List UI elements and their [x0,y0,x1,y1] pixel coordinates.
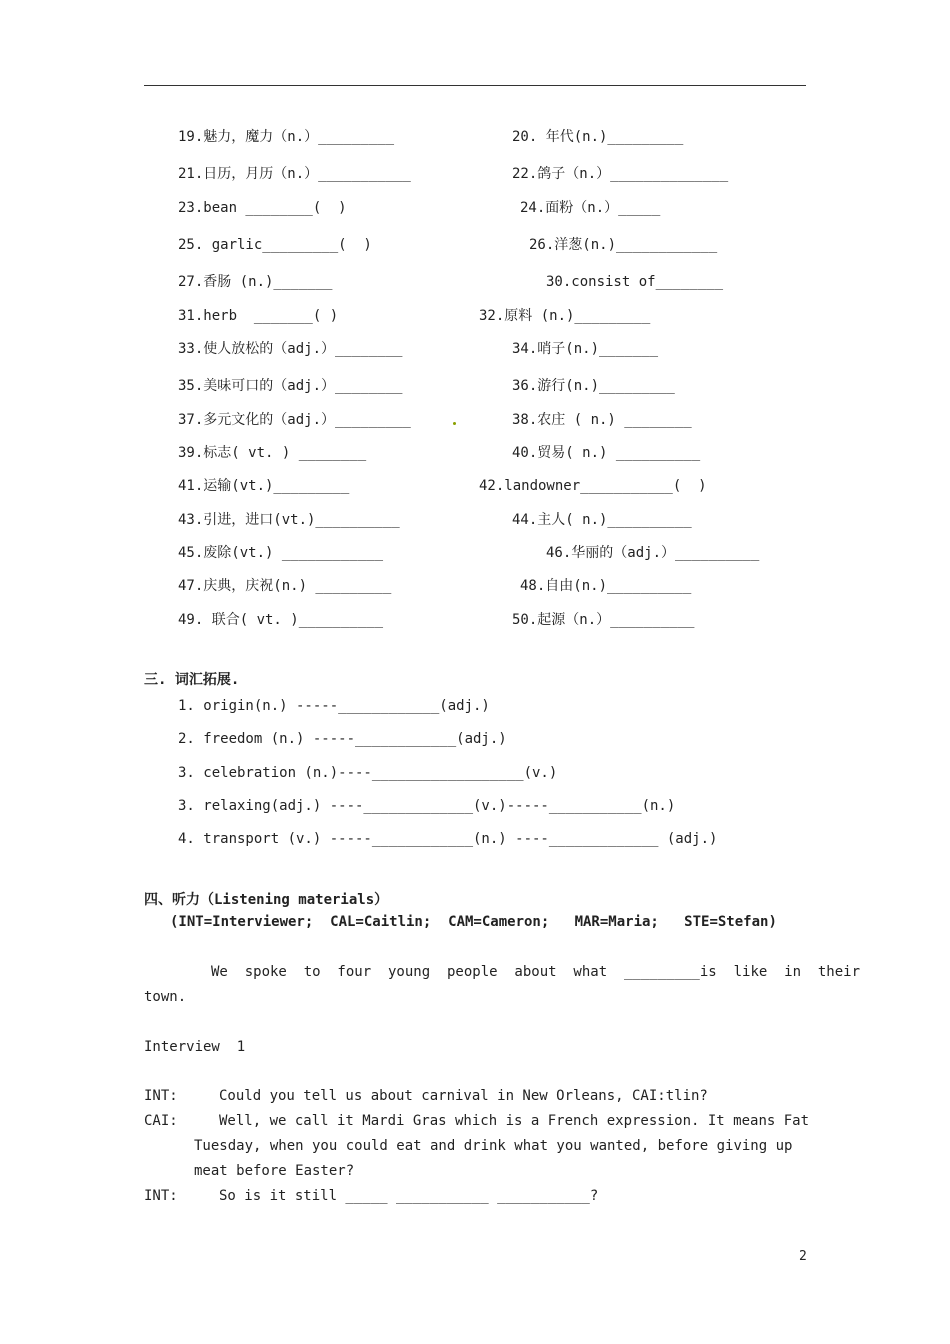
dialogue-line: Tuesday, when you could eat and drink what you wanted, before giving up [194,1138,793,1154]
vocab-item: 43.引进，进口(vt.)__________ [178,512,400,528]
vocab-item: 23.bean ________( ) [178,200,347,216]
dialogue-line: Well, we call it Mardi Gras which is a French expression. It means Fat [219,1113,810,1129]
vocab-item: 45.废除(vt.) ____________ [178,545,384,561]
vocab-item: 44.主人( n.)__________ [512,512,692,528]
vocab-item: 49. 联合( vt. )__________ [178,612,384,628]
vocab-item: 20. 年代(n.)_________ [512,129,684,145]
vocab-item: 32.原料 (n.)_________ [479,308,651,324]
intro-paragraph-line: town. [144,989,187,1005]
extension-item: 1. origin(n.) -----____________(adj.) [178,698,490,714]
speaker-label: INT: [144,1088,178,1104]
section-heading: 四、听力（Listening materials） [144,892,389,908]
speaker-legend: (INT=Interviewer; CAL=Caitlin; CAM=Cameron; MAR=Maria; STE=Stefan) [170,914,777,930]
vocab-item: 37.多元文化的（adj.）_________ [178,412,411,428]
header-rule [144,85,806,86]
dialogue-line: meat before Easter? [194,1163,355,1179]
vocab-item: 30.consist of________ [546,274,724,290]
dialogue-line: So is it still _____ ___________ ___________? [219,1188,599,1204]
vocab-item: 19.魅力，魔力（n.）_________ [178,129,395,145]
vocab-item: 42.landowner___________( ) [479,478,707,494]
vocab-item: 47.庆典，庆祝(n.) _________ [178,578,392,594]
speaker-label: INT: [144,1188,178,1204]
vocab-item: 50.起源（n.）__________ [512,612,695,628]
extension-item: 4. transport (v.) -----____________(n.) ----_____________ (adj.) [178,831,718,847]
vocab-item: 46.华丽的（adj.）__________ [546,545,760,561]
vocab-item: 40.贸易( n.) __________ [512,445,701,461]
vocab-item: 24.面粉（n.）_____ [520,200,661,216]
vocab-item: 25. garlic_________( ) [178,237,372,253]
extension-item: 3. celebration (n.)----__________________(v.) [178,765,558,781]
intro-paragraph-line: We spoke to four young people about what _________is like in their [211,964,861,980]
extension-item: 3. relaxing(adj.) ----_____________(v.)-----___________(n.) [178,798,676,814]
vocab-item: 22.鸽子（n.）______________ [512,166,729,182]
vocab-item: 26.洋葱(n.)____________ [529,237,718,253]
stray-dot [453,422,456,425]
vocab-item: 27.香肠 (n.)_______ [178,274,333,290]
vocab-item: 38.农庄 ( n.) ________ [512,412,692,428]
vocab-item: 21.日历，月历（n.）___________ [178,166,411,182]
extension-item: 2. freedom (n.) -----____________(adj.) [178,731,507,747]
vocab-item: 41.运输(vt.)_________ [178,478,350,494]
section-heading: 三. 词汇拓展. [144,672,240,688]
vocab-item: 48.自由(n.)__________ [520,578,692,594]
vocab-item: 31.herb _______( ) [178,308,339,324]
vocab-item: 39.标志( vt. ) ________ [178,445,367,461]
dialogue-line: Could you tell us about carnival in New Orleans, CAI:tlin? [219,1088,708,1104]
speaker-label: CAI: [144,1113,178,1129]
vocab-item: 34.哨子(n.)_______ [512,341,659,357]
page-number: 2 [799,1249,807,1264]
vocab-item: 36.游行(n.)_________ [512,378,675,394]
vocab-item: 35.美味可口的（adj.）________ [178,378,403,394]
interview-title: Interview 1 [144,1039,246,1055]
vocab-item: 33.使人放松的（adj.）________ [178,341,403,357]
